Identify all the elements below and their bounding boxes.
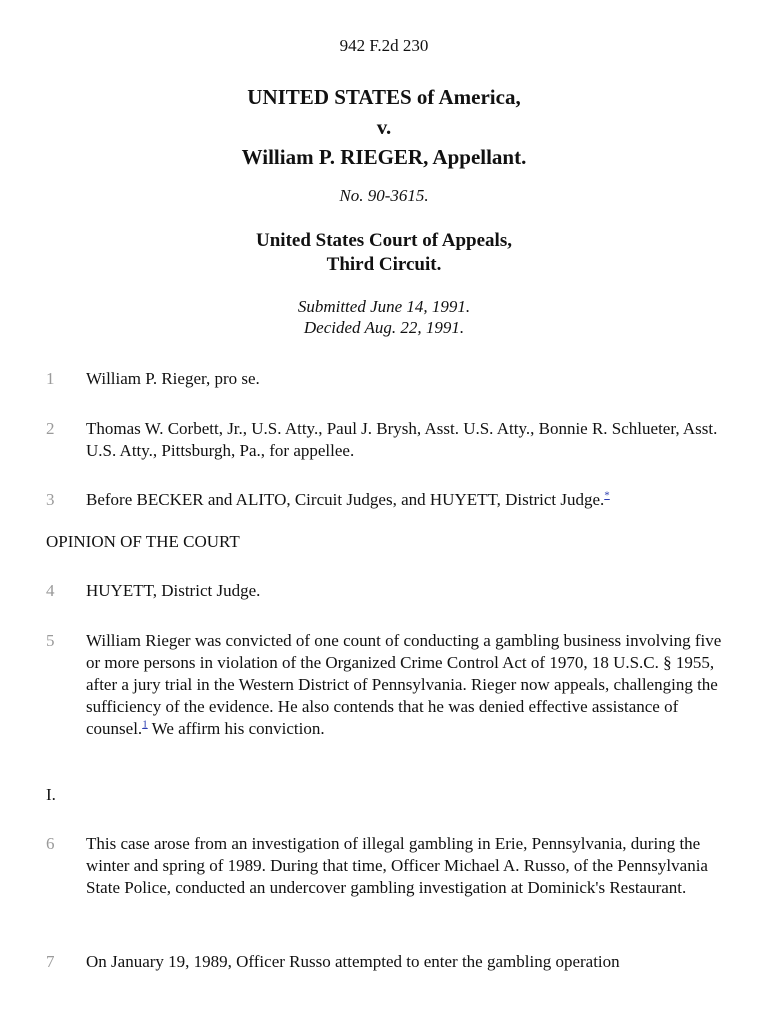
paragraph-text-content: Before BECKER and ALITO, Circuit Judges, and HUYETT, District Judge. <box>86 490 605 509</box>
footnote-link[interactable]: 1 <box>142 718 148 731</box>
paragraph-number: 7 <box>46 952 55 971</box>
opinion-heading: OPINION OF THE COURT <box>46 532 240 551</box>
paragraph-number: 5 <box>46 631 55 650</box>
caption-versus: v. <box>376 115 392 139</box>
court-name <box>0 229 768 277</box>
case-dates <box>0 296 768 338</box>
paragraph-text: Thomas W. Corbett, Jr., U.S. Atty., Paul J. Brysh, Asst. U.S. Atty., Bonnie R. Schlueter, Asst. U.S. Atty., Pittsburgh, Pa., for appellee. <box>86 419 718 460</box>
decided-date: Decided Aug. 22, 1991. <box>303 318 465 337</box>
paragraph-text <box>86 489 722 511</box>
court-name-line1: United States Court of Appeals, <box>256 230 512 251</box>
paragraph-text: HUYETT, District Judge. <box>86 581 261 600</box>
paragraph-number: 6 <box>46 834 55 853</box>
paragraph-text: On January 19, 1989, Officer Russo attempted to enter the gambling operation <box>86 952 620 971</box>
paragraph-number: 2 <box>46 419 55 438</box>
paragraph-text: This case arose from an investigation of illegal gambling in Erie, Pennsylvania, during the winter and spring of 1989. During that time, Officer Michael A. Russo, of the Pennsylvania State Police, conducted an undercover gambling investigation at Dominick's Restaurant. <box>86 834 708 897</box>
paragraph-number: 1 <box>46 369 55 388</box>
paragraph-text-content: We affirm his conviction. <box>147 719 325 738</box>
paragraph-text-content: William Rieger was convicted of one count of conducting a gambling business involving five or more persons in violation of the Organized Crime Control Act of 1970, 18 U.S.C. § 1955, after a jury trial in the Western District of Pennsylvania. Rieger now appeals, challenging the sufficiency of the evidence. He also contends that he was denied effective assistance of counsel. <box>86 631 722 738</box>
case-citation: 942 F.2d 230 <box>339 36 429 55</box>
paragraph-text <box>86 630 722 740</box>
caption-plaintiff: UNITED STATES of America, <box>247 85 521 109</box>
paragraph-number: 3 <box>46 490 55 509</box>
docket-number: No. 90-3615. <box>339 186 429 205</box>
paragraph-number: 4 <box>46 581 55 600</box>
caption-defendant: William P. RIEGER, Appellant. <box>241 145 527 169</box>
case-caption <box>0 82 768 172</box>
section-heading: I. <box>46 785 56 804</box>
paragraph-text: William P. Rieger, pro se. <box>86 369 260 388</box>
footnote-link[interactable]: * <box>604 489 610 502</box>
court-name-line2: Third Circuit. <box>326 254 442 275</box>
submitted-date: Submitted June 14, 1991. <box>297 297 471 316</box>
